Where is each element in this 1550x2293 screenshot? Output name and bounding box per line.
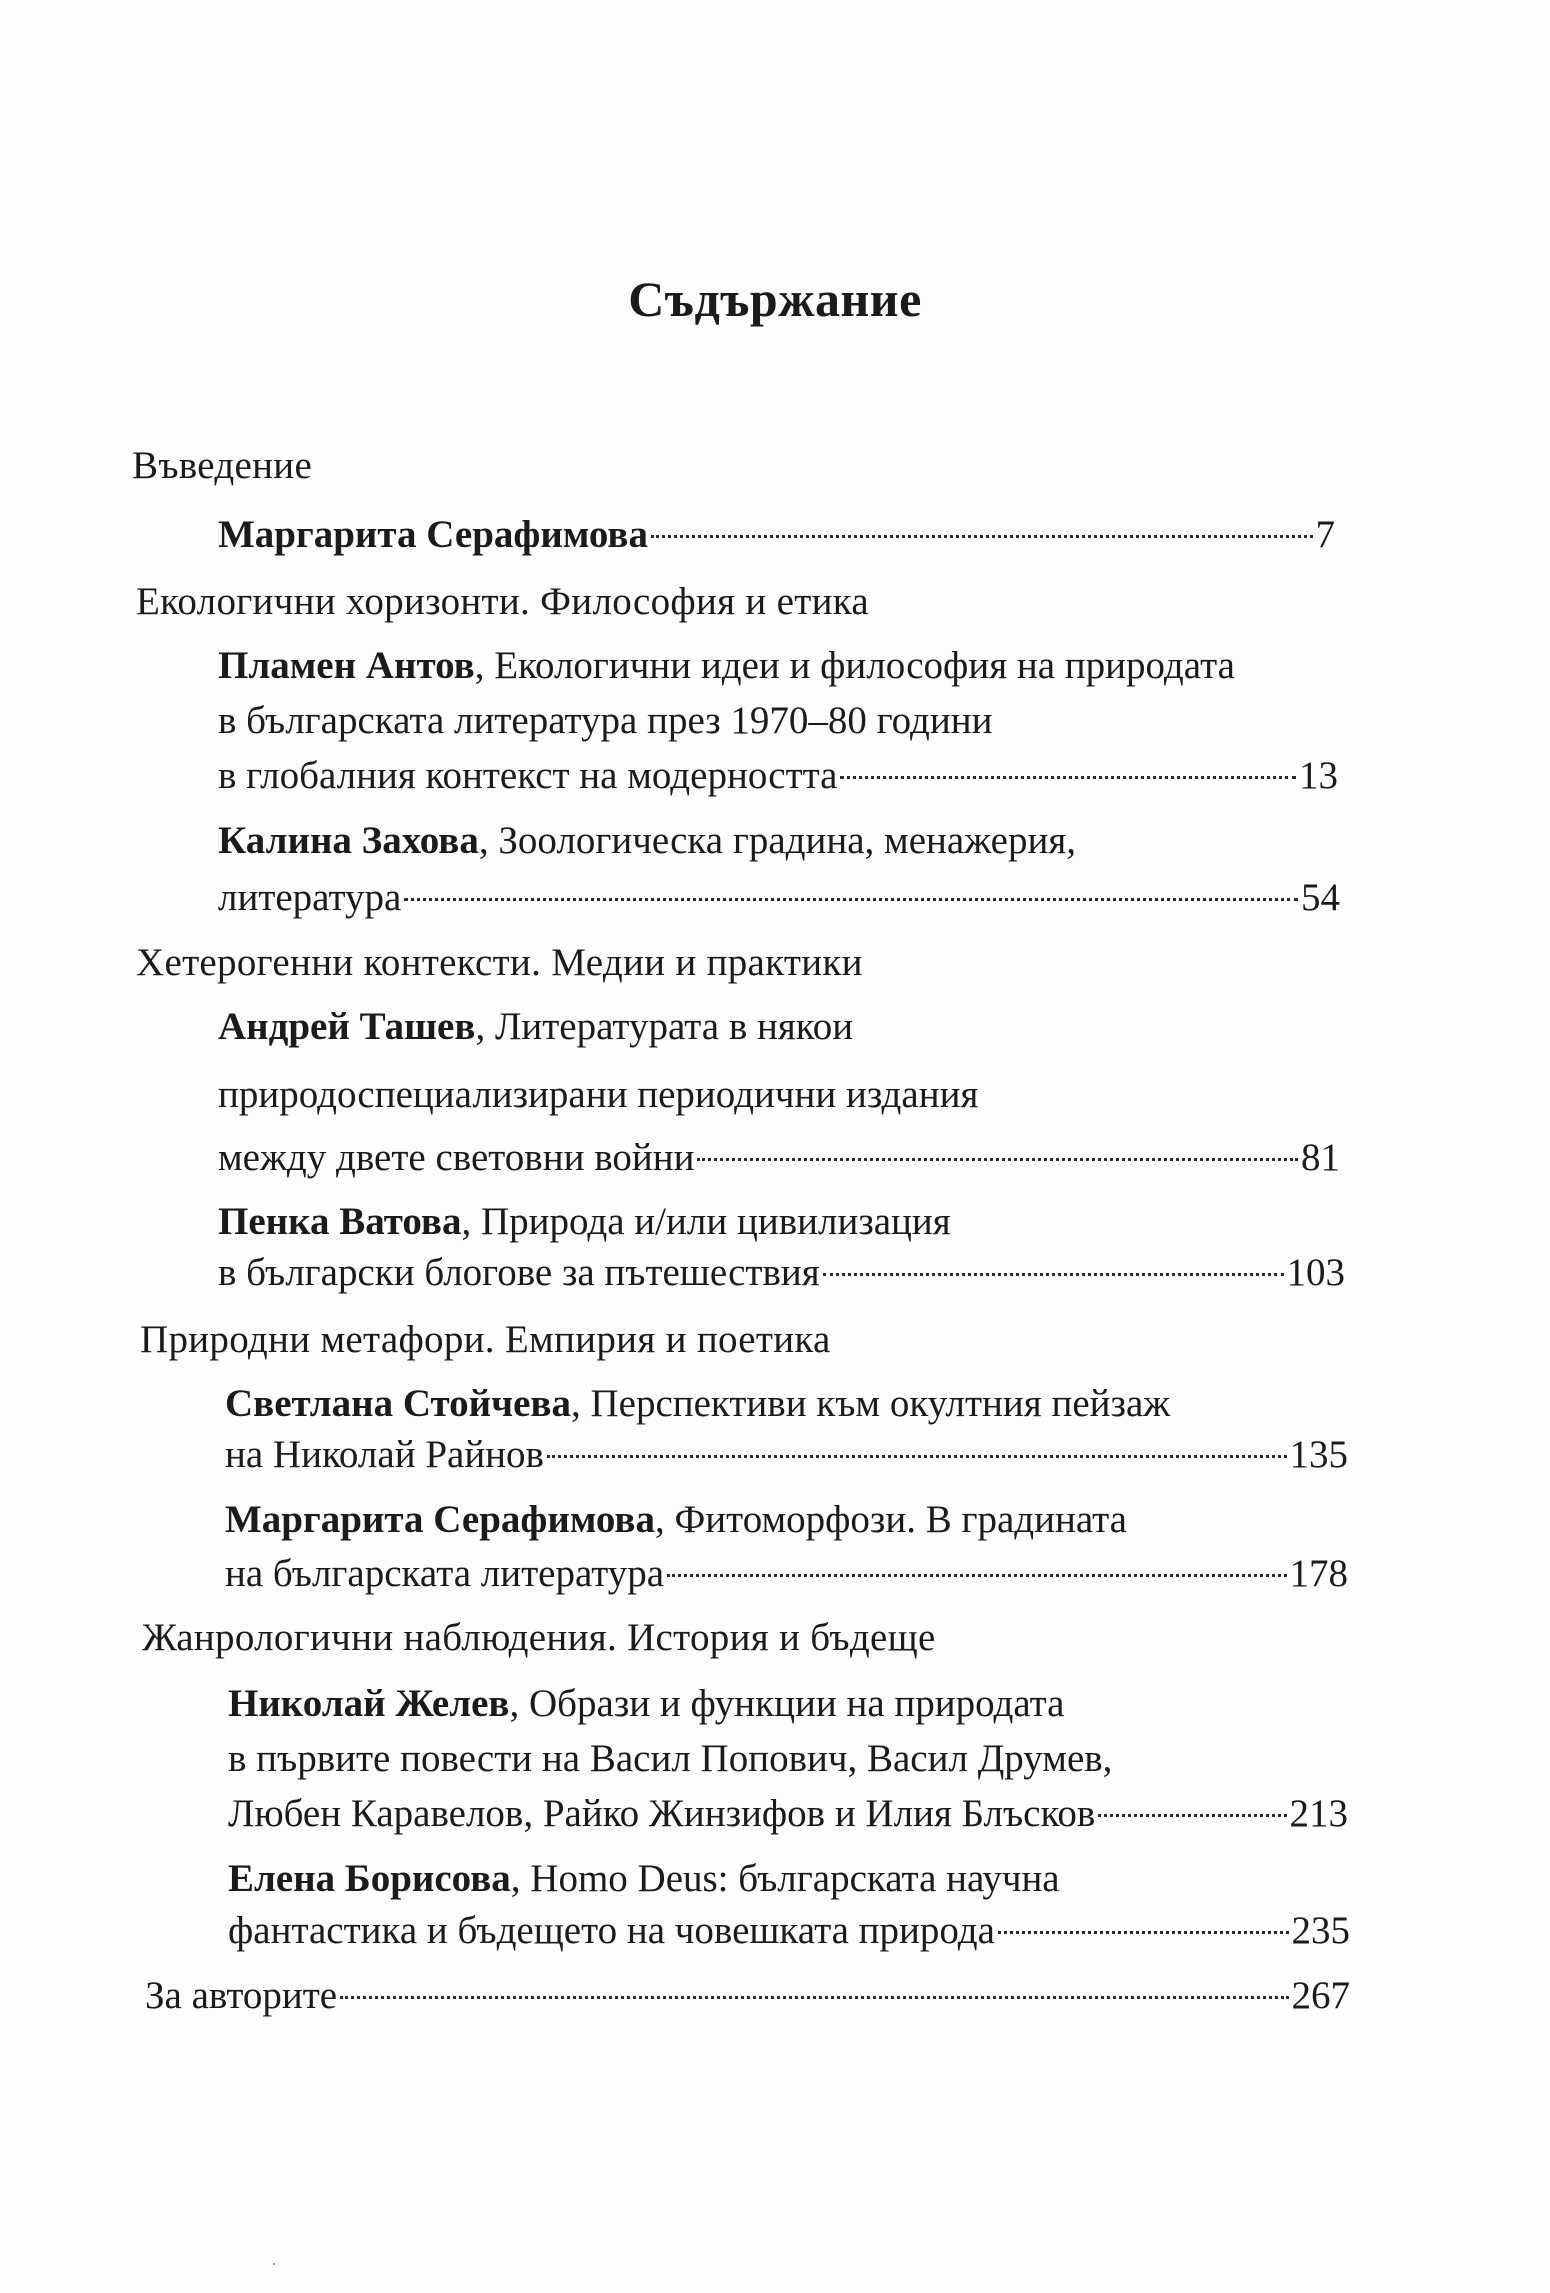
toc-entry-vatova-line-2[interactable] — [218, 1244, 1345, 1302]
dot-leader — [404, 898, 1298, 901]
toc-entry-tashev-line-2: природоспециализирани периодични издания — [218, 1073, 979, 1116]
entry-title-part: , Зоологическа градина, менажерия, — [478, 819, 1077, 862]
toc-entry-tashev-line-3[interactable] — [218, 1129, 1340, 1187]
dot-leader — [998, 1931, 1289, 1934]
scan-speck — [273, 2263, 275, 2265]
section-heading-genre-observations: Жанрологични наблюдения. История и бъдеще — [142, 1616, 936, 1659]
entry-title-part: на Николай Райнов — [225, 1433, 544, 1476]
toc-entry-serafimova-line-2[interactable] — [225, 1545, 1348, 1603]
dot-leader — [667, 1574, 1286, 1577]
entry-title-part: Любен Каравелов, Райко Жинзифов и Илия Блъсков — [228, 1792, 1096, 1835]
entry-author: Елена Борисова — [228, 1857, 511, 1900]
entry-author: Светлана Стойчева — [225, 1382, 571, 1425]
entry-author: Калина Захова — [218, 819, 479, 862]
section-heading-natural-metaphors: Природни метафори. Емпирия и поетика — [140, 1318, 831, 1361]
toc-entry-stoycheva-line-1[interactable] — [225, 1375, 1170, 1433]
dot-leader — [823, 1273, 1284, 1276]
section-heading-introduction: Въведение — [132, 444, 313, 487]
entry-page-number: 135 — [1289, 1433, 1348, 1476]
page-title: Съдържание — [628, 271, 922, 327]
toc-entry-zahova-line-2[interactable] — [218, 869, 1340, 927]
toc-entry-serafimova-line-1[interactable] — [225, 1491, 1127, 1549]
entry-title-part: , Литературата в някои — [475, 1005, 854, 1048]
entry-author: Маргарита Серафимова — [218, 513, 648, 556]
entry-author: Николай Желев — [228, 1682, 510, 1725]
entry-page-number: 178 — [1289, 1552, 1348, 1595]
dot-leader — [840, 776, 1296, 779]
entry-page-number: 7 — [1315, 513, 1335, 556]
entry-page-number: 213 — [1289, 1792, 1348, 1835]
dot-leader — [651, 535, 1313, 538]
toc-entry-borisova-line-1[interactable] — [228, 1850, 1060, 1908]
toc-entry-tashev-line-1[interactable] — [218, 998, 853, 1056]
toc-entry-about-authors[interactable] — [145, 1967, 1350, 2025]
entry-title-part: , Екологични идеи и философия на природата — [474, 644, 1235, 687]
section-heading-ecological-horizons: Екологични хоризонти. Философия и етика — [136, 580, 870, 623]
dot-leader — [547, 1455, 1287, 1458]
toc-entry-borisova-line-2[interactable] — [228, 1902, 1350, 1960]
toc-entry-zhelev-line-1[interactable] — [228, 1675, 1064, 1733]
toc-entry-stoycheva-line-2[interactable] — [225, 1426, 1348, 1484]
entry-title-part: , Фитоморфози. В градината — [655, 1498, 1127, 1541]
entry-page-number: 81 — [1301, 1136, 1340, 1179]
dot-leader — [697, 1158, 1298, 1161]
entry-page-number: 103 — [1286, 1251, 1345, 1294]
toc-entry-zahova-line-1[interactable] — [218, 812, 1076, 870]
entry-title-part: на българската литература — [225, 1552, 665, 1595]
toc-entry-vatova-line-1[interactable] — [218, 1193, 951, 1251]
entry-title: За авторите — [145, 1974, 338, 2017]
entry-author: Маргарита Серафимова — [225, 1498, 655, 1541]
entry-title-part: в български блогове за пътешествия — [218, 1251, 820, 1294]
entry-title-part: , Образи и функции на природата — [509, 1682, 1065, 1725]
entry-author: Пламен Антов — [218, 644, 475, 687]
entry-author: Пенка Ватова — [218, 1200, 462, 1243]
entry-title-part: в глобалния контекст на модерността — [218, 754, 838, 797]
entry-page-number: 267 — [1291, 1974, 1350, 2017]
entry-page-number: 13 — [1299, 754, 1338, 797]
toc-entry-zhelev-line-3[interactable] — [228, 1785, 1348, 1843]
toc-entry-antov-line-3[interactable] — [218, 747, 1338, 805]
toc-entry-zhelev-line-2: в първите повести на Васил Попович, Васил Друмев, — [228, 1737, 1113, 1780]
entry-page-number: 54 — [1301, 876, 1340, 919]
entry-title-part: , Природа и/или цивилизация — [461, 1200, 951, 1243]
toc-entry-introduction[interactable] — [218, 506, 1335, 564]
entry-title-part: , Homo Deus: българската научна — [510, 1857, 1060, 1900]
entry-author: Андрей Ташев — [218, 1005, 476, 1048]
entry-page-number: 235 — [1291, 1909, 1350, 1952]
dot-leader — [1098, 1814, 1286, 1817]
dot-leader — [340, 1996, 1288, 1999]
entry-title-part: , Перспективи към окултния пейзаж — [570, 1382, 1171, 1425]
entry-title-part: между двете световни войни — [218, 1136, 695, 1179]
entry-title-part: фантастика и бъдещето на човешката природа — [228, 1909, 995, 1952]
section-heading-heterogeneous-contexts: Хетерогенни контексти. Медии и практики — [136, 941, 863, 984]
toc-entry-antov-line-2: в българската литература през 1970–80 години — [218, 699, 993, 742]
toc-entry-antov-line-1[interactable] — [218, 637, 1235, 695]
entry-title-part: литература — [218, 876, 402, 919]
